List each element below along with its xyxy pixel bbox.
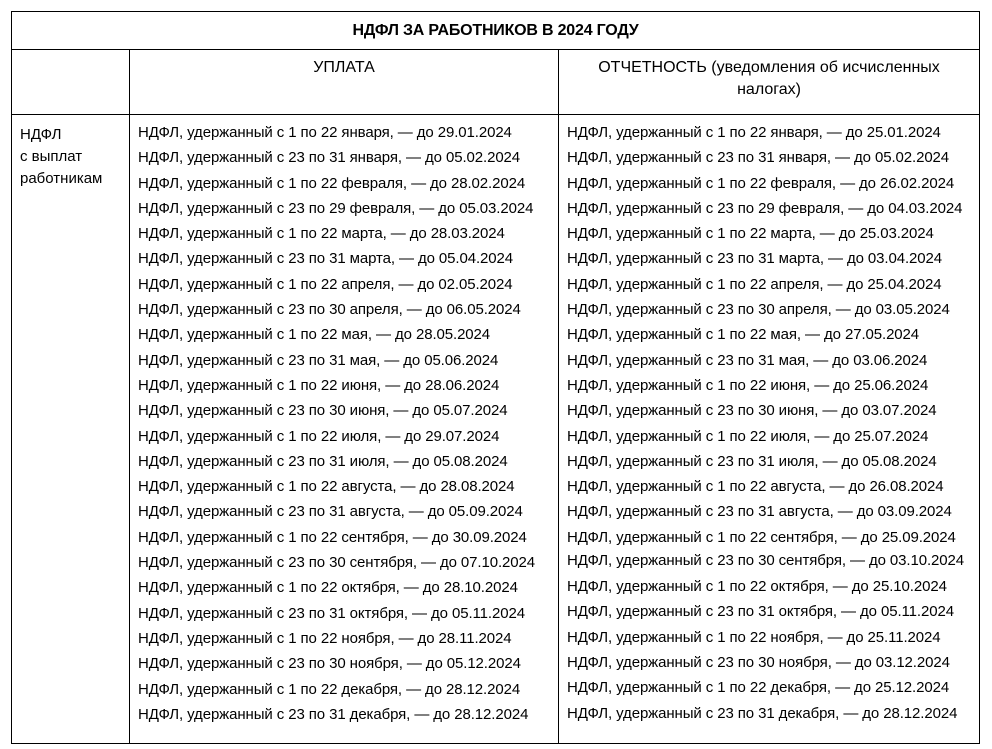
list-item: НДФЛ, удержанный с 23 по 30 апреля, — до 03.05.2024: [567, 301, 950, 319]
list-item: НДФЛ, удержанный с 1 по 22 сентября, — до 30.09.2024: [138, 528, 527, 546]
list-item: НДФЛ, удержанный с 1 по 22 октября, — до 28.10.2024: [138, 579, 518, 597]
list-item: НДФЛ, удержанный с 23 по 30 июня, — до 05.07.2024: [138, 402, 508, 420]
list-item: НДФЛ, удержанный с 23 по 30 ноября, — до 03.12.2024: [567, 653, 950, 671]
header-payment: УПЛАТА: [130, 50, 559, 115]
list-item: НДФЛ, удержанный с 23 по 30 апреля, — до 06.05.2024: [138, 301, 521, 319]
list-item: НДФЛ, удержанный с 1 по 22 января, — до 25.01.2024: [567, 124, 941, 141]
list-item: НДФЛ, удержанный с 23 по 31 января, — до 05.02.2024: [138, 149, 521, 167]
header-row: [12, 50, 980, 115]
list-item: НДФЛ, удержанный с 1 по 22 сентября, — до 25.09.2024: [567, 528, 956, 546]
list-item: НДФЛ, удержанный с 23 по 31 июля, — до 05.08.2024: [567, 452, 937, 470]
list-item: НДФЛ, удержанный с 23 по 29 февраля, — до 05.03.2024: [138, 199, 534, 217]
list-item: НДФЛ, удержанный с 23 по 31 августа, — до 03.09.2024: [567, 503, 952, 521]
reporting-cell: [559, 115, 980, 744]
list-item: НДФЛ, удержанный с 23 по 29 февраля, — до 04.03.2024: [567, 199, 963, 217]
list-item: НДФЛ, удержанный с 1 по 22 июня, — до 25.06.2024: [567, 376, 929, 394]
row-label-cell: [12, 115, 130, 744]
list-item: НДФЛ, удержанный с 1 по 22 января, — до 29.01.2024: [138, 124, 512, 141]
list-item: НДФЛ, удержанный с 23 по 31 августа, — до 05.09.2024: [138, 503, 523, 521]
list-item: НДФЛ, удержанный с 1 по 22 августа, — до 26.08.2024: [567, 478, 944, 496]
payment-list: [138, 120, 552, 727]
list-item: НДФЛ, удержанный с 1 по 22 октября, — до 25.10.2024: [567, 578, 947, 596]
list-item: НДФЛ, удержанный с 23 по 31 октября, — до 05.11.2024: [138, 604, 525, 622]
list-item: НДФЛ, удержанный с 23 по 30 июня, — до 03.07.2024: [567, 402, 937, 420]
list-item: НДФЛ, удержанный с 23 по 31 мая, — до 03.06.2024: [567, 351, 928, 369]
list-item: НДФЛ, удержанный с 1 по 22 мая, — до 28.05.2024: [138, 326, 491, 344]
payment-cell: [130, 115, 559, 744]
title-row: [12, 12, 980, 50]
list-item: НДФЛ, удержанный с 1 по 22 апреля, — до 02.05.2024: [138, 275, 513, 293]
list-item: НДФЛ, удержанный с 23 по 31 декабря, — до 28.12.2024: [567, 704, 958, 722]
list-item: НДФЛ, удержанный с 23 по 31 марта, — до 05.04.2024: [138, 250, 514, 268]
list-item: НДФЛ, удержанный с 23 по 30 сентября, — до 07.10.2024: [138, 554, 536, 572]
list-item: НДФЛ, удержанный с 1 по 22 марта, — до 25.03.2024: [567, 225, 934, 243]
ndfl-row: [12, 115, 980, 744]
list-item: НДФЛ, удержанный с 23 по 31 марта, — до 03.04.2024: [567, 250, 943, 268]
list-item: НДФЛ, удержанный с 23 по 31 июля, — до 05.08.2024: [138, 452, 508, 470]
list-item: НДФЛ, удержанный с 23 по 30 ноября, — до 05.12.2024: [138, 655, 521, 673]
ndfl-schedule-table: [11, 11, 980, 744]
reporting-list: [567, 120, 973, 726]
header-empty-cell: [12, 50, 130, 115]
list-item: НДФЛ, удержанный с 23 по 30 сентября, — до 03.10.2024: [567, 552, 965, 570]
list-item: НДФЛ, удержанный с 1 по 22 августа, — до 28.08.2024: [138, 478, 515, 496]
list-item: НДФЛ, удержанный с 1 по 22 апреля, — до 25.04.2024: [567, 275, 942, 293]
list-item: НДФЛ, удержанный с 1 по 22 февраля, — до 28.02.2024: [138, 174, 526, 192]
list-item: НДФЛ, удержанный с 1 по 22 декабря, — до 25.12.2024: [567, 679, 950, 697]
list-item: НДФЛ, удержанный с 1 по 22 июля, — до 29.07.2024: [138, 427, 500, 445]
list-item: НДФЛ, удержанный с 1 по 22 ноября, — до 25.11.2024: [567, 628, 941, 646]
list-item: НДФЛ, удержанный с 23 по 31 декабря, — до 28.12.2024: [138, 705, 529, 723]
header-reporting: ОТЧЕТНОСТЬ (уведомления об исчисленных налогах): [559, 50, 980, 115]
list-item: НДФЛ, удержанный с 1 по 22 июня, — до 28.06.2024: [138, 376, 500, 394]
row-label: НДФЛ с выплат работникам: [20, 126, 103, 187]
list-item: НДФЛ, удержанный с 23 по 31 мая, — до 05.06.2024: [138, 351, 499, 369]
list-item: НДФЛ, удержанный с 23 по 31 октября, — до 05.11.2024: [567, 603, 954, 621]
list-item: НДФЛ, удержанный с 23 по 31 января, — до 05.02.2024: [567, 149, 950, 167]
list-item: НДФЛ, удержанный с 1 по 22 мая, — до 27.05.2024: [567, 326, 920, 344]
list-item: НДФЛ, удержанный с 1 по 22 ноября, — до 28.11.2024: [138, 629, 512, 647]
list-item: НДФЛ, удержанный с 1 по 22 февраля, — до 26.02.2024: [567, 174, 955, 192]
list-item: НДФЛ, удержанный с 1 по 22 декабря, — до 28.12.2024: [138, 680, 521, 698]
table-title: НДФЛ ЗА РАБОТНИКОВ В 2024 ГОДУ: [12, 12, 980, 50]
list-item: НДФЛ, удержанный с 1 по 22 марта, — до 28.03.2024: [138, 225, 505, 243]
list-item: НДФЛ, удержанный с 1 по 22 июля, — до 25.07.2024: [567, 427, 929, 445]
